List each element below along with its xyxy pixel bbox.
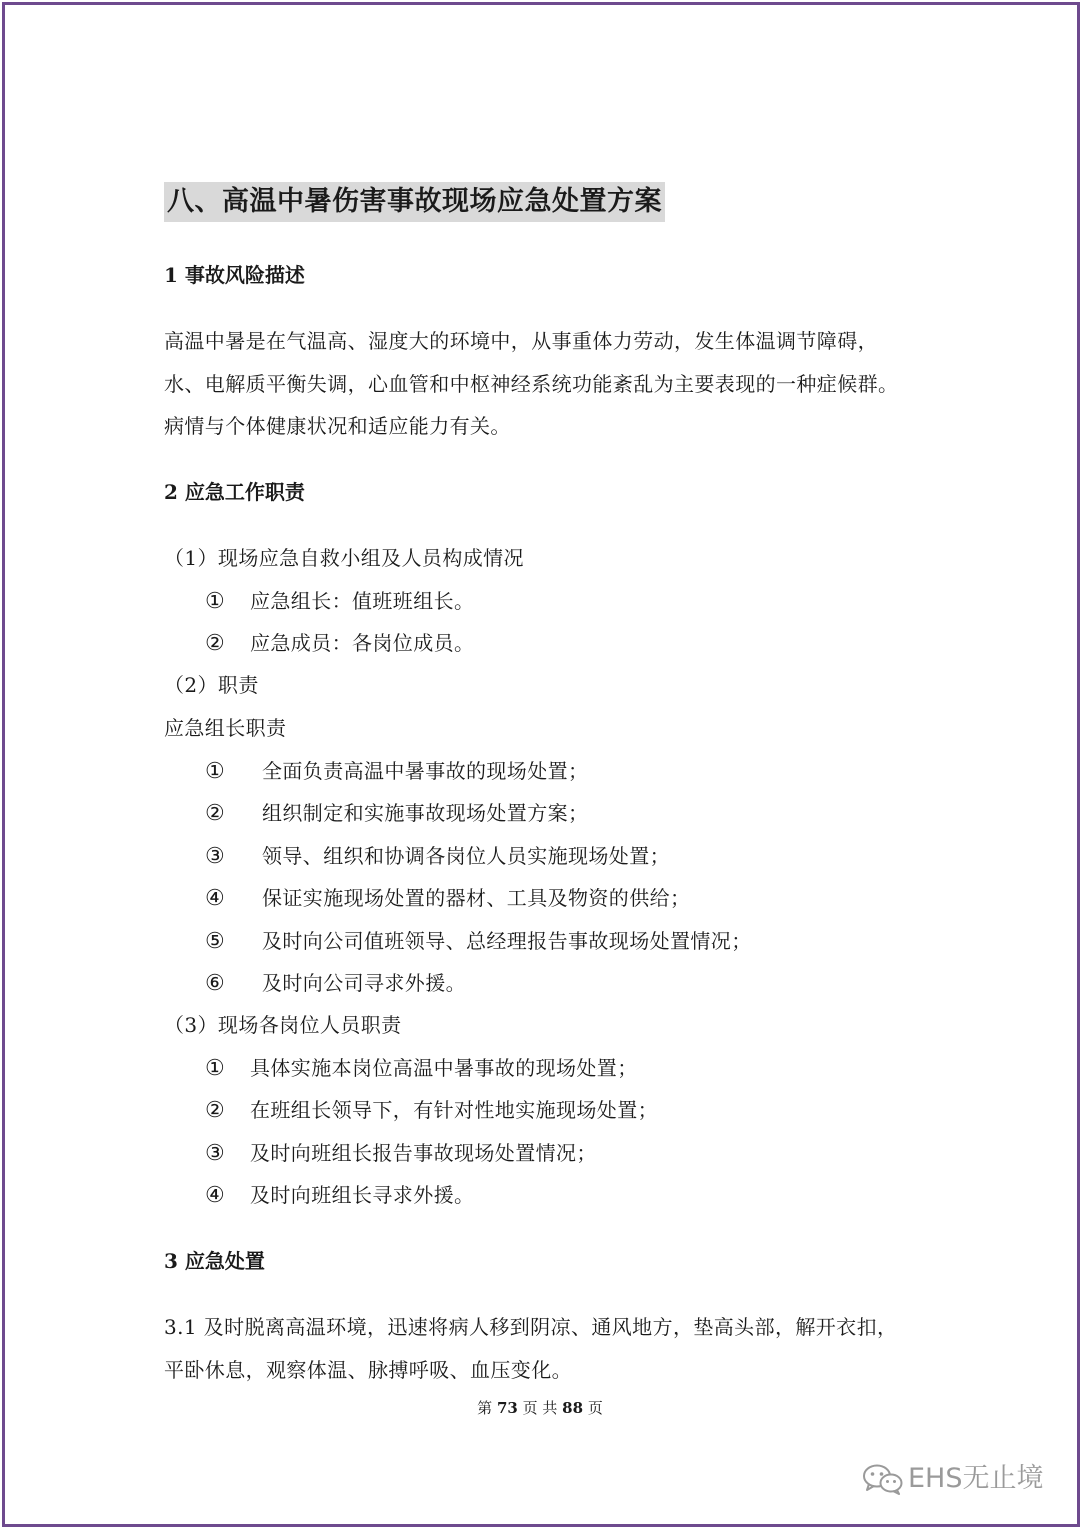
footer-prefix: 第 <box>477 1399 493 1417</box>
list-item-text: 及时向公司寻求外援。 <box>262 971 466 995</box>
list-item-text: 领导、组织和协调各岗位人员实施现场处置； <box>262 844 670 868</box>
group-label: 应急组长职责 <box>164 716 287 740</box>
total-page-number: 88 <box>562 1399 584 1417</box>
list-item-number: ② <box>205 1098 225 1123</box>
list-item-text: 及时向班组长寻求外援。 <box>250 1183 475 1207</box>
list-item-text: 应急组长：值班班组长。 <box>250 589 475 613</box>
list-item-text: 组织制定和实施事故现场处置方案； <box>262 801 589 825</box>
subsection-1-label: （1）现场应急自救小组及人员构成情况 <box>164 546 524 570</box>
list-item-number: ② <box>205 801 225 826</box>
list-item-number: ⑤ <box>205 929 225 954</box>
paragraph-line: 水、电解质平衡失调，心血管和中枢神经系统功能紊乱为主要表现的一种症候群。 <box>164 371 899 396</box>
section-3-heading: 3 应急处置 <box>164 1249 265 1273</box>
paragraph-line: 高温中暑是在气温高、湿度大的环境中，从事重体力劳动，发生体温调节障碍， <box>164 329 878 353</box>
current-page-number: 73 <box>496 1399 518 1417</box>
paragraph-line: 病情与个体健康状况和适应能力有关。 <box>164 414 511 438</box>
list-item-number: ③ <box>205 1141 225 1166</box>
list-item-text: 及时向公司值班领导、总经理报告事故现场处置情况； <box>262 929 752 953</box>
list-item-number: ① <box>205 589 225 614</box>
list-item-number: ② <box>205 631 225 656</box>
list-item-text: 在班组长领导下，有针对性地实施现场处置； <box>250 1098 658 1122</box>
page-footer <box>0 1396 1080 1420</box>
list-item-text: 全面负责高温中暑事故的现场处置； <box>262 759 589 783</box>
list-item-text: 保证实施现场处置的器材、工具及物资的供给； <box>262 886 691 910</box>
list-item-number: ④ <box>205 886 225 911</box>
wechat-icon <box>862 1463 904 1495</box>
list-item-text: 应急成员：各岗位成员。 <box>250 631 475 655</box>
list-item-number: ① <box>205 1056 225 1081</box>
paragraph-line: 平卧休息，观察体温、脉搏呼吸、血压变化。 <box>164 1357 572 1382</box>
section-3-paragraph <box>164 1306 924 1391</box>
section-2-heading: 2 应急工作职责 <box>164 480 305 504</box>
footer-middle: 页 共 <box>522 1399 558 1417</box>
page-title: 八、高温中暑伤害事故现场应急处置方案 <box>164 182 665 222</box>
list-item-text: 及时向班组长报告事故现场处置情况； <box>250 1141 597 1165</box>
list-item-text: 具体实施本岗位高温中暑事故的现场处置； <box>250 1056 638 1080</box>
list-item-number: ⑥ <box>205 971 225 996</box>
subsection-3-label: （3）现场各岗位人员职责 <box>164 1013 402 1037</box>
list-item-number: ③ <box>205 844 225 869</box>
paragraph-line: 3.1 及时脱离高温环境，迅速将病人移到阴凉、通风地方，垫高头部，解开衣扣， <box>164 1315 898 1339</box>
list-item-number: ④ <box>205 1183 225 1208</box>
list-item-number: ① <box>205 759 225 784</box>
footer-suffix: 页 <box>587 1399 603 1417</box>
section-1-paragraph <box>164 320 924 448</box>
subsection-2-label: （2）职责 <box>164 673 259 697</box>
section-1-heading: 1 事故风险描述 <box>164 263 305 287</box>
watermark-text: EHS无止境 <box>908 1463 1044 1494</box>
